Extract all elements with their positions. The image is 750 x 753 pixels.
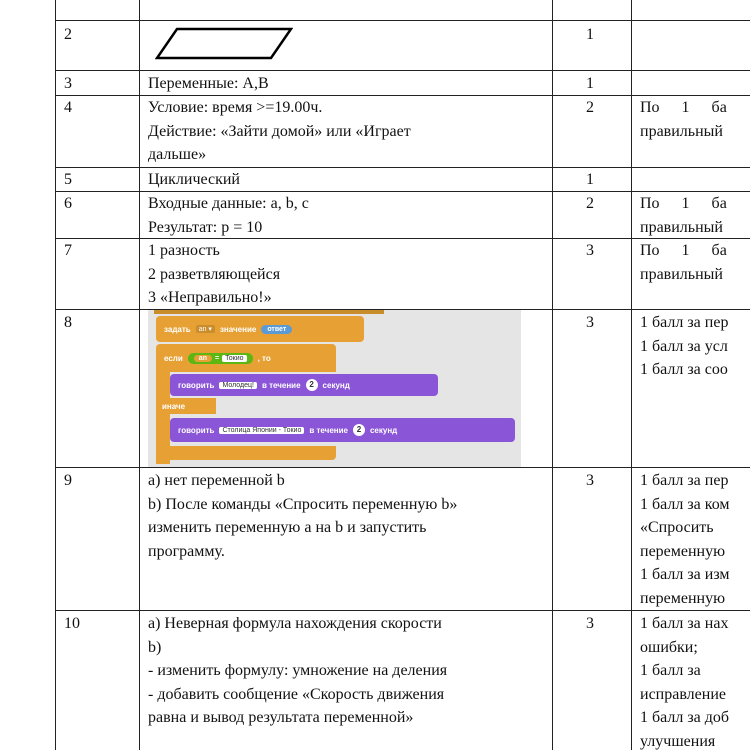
message-input: Столица Японии - Токио [219, 427, 304, 434]
block-label: в течение [262, 381, 301, 390]
content-line: программу. [148, 540, 550, 564]
criteria-line: переменную [640, 587, 750, 611]
row-number: 2 [64, 23, 134, 47]
criteria-line: правильный [640, 120, 750, 144]
block-label: , то [258, 354, 271, 363]
content-line: Циклический [148, 168, 550, 192]
row-number: 10 [64, 612, 134, 636]
value-input: Токио [222, 355, 247, 362]
row-number: 7 [64, 239, 134, 263]
content-line: 1 разность [148, 239, 550, 263]
row-points: 3 [586, 311, 626, 335]
variable-name: an [199, 326, 207, 333]
criteria-line: ошибки; [640, 636, 750, 660]
criteria-line: 1 балл за [640, 659, 750, 683]
set-variable-block [156, 316, 364, 342]
content-line: b) После команды «Спросить переменную b» [148, 493, 550, 517]
row-divider [55, 70, 750, 71]
content-line: дальше» [148, 143, 550, 167]
condition [188, 353, 253, 364]
content-line: 2 разветвляющейся [148, 263, 550, 287]
row-points: 3 [586, 239, 626, 263]
row-criteria [640, 192, 750, 239]
criteria-line: 1 балл за ком [640, 493, 750, 517]
row-points: 3 [586, 469, 626, 493]
say-block [170, 374, 438, 396]
content-line: - изменить формулу: умножение на деления [148, 659, 550, 683]
else-label-bar [156, 398, 216, 414]
block-label: секунд [323, 381, 350, 390]
answer-reporter: ответ [261, 325, 292, 334]
criteria-line: правильный [640, 263, 750, 287]
criteria-line: По 1 ба [640, 96, 750, 120]
content-line: а) Неверная формула нахождения скорости [148, 612, 550, 636]
row-points: 1 [586, 23, 626, 47]
content-line: Действие: «Зайти домой» или «Играет [148, 120, 550, 144]
row-number: 3 [64, 72, 134, 96]
criteria-line: 1 балл за доб [640, 706, 750, 730]
criteria-line: 1 балл за пер [640, 469, 750, 493]
row-content [148, 96, 550, 167]
row-content [148, 168, 550, 192]
row-points: 3 [586, 612, 626, 636]
row-criteria [640, 469, 750, 610]
criteria-line: улучшения [640, 730, 750, 753]
row-points: 2 [586, 192, 626, 216]
row-number: 9 [64, 469, 134, 493]
criteria-line: «Спросить [640, 516, 750, 540]
row-points: 2 [586, 96, 626, 120]
block-label: говорить [178, 426, 214, 435]
col-divider [139, 0, 140, 750]
row-points: 1 [586, 72, 626, 96]
row-divider [55, 610, 750, 611]
row-criteria [640, 311, 750, 382]
block-label: задать [164, 325, 191, 334]
content-line: Условие: время >=19.00ч. [148, 96, 550, 120]
row-number: 5 [64, 168, 134, 192]
row-criteria [640, 96, 750, 143]
if-else-block [156, 344, 336, 372]
criteria-line: правильный [640, 216, 750, 240]
criteria-line: По 1 ба [640, 239, 750, 263]
equals-sign: = [215, 355, 219, 362]
row-content [148, 612, 550, 730]
variable-dropdown: an ▾ [196, 325, 215, 333]
row-points: 1 [586, 168, 626, 192]
row-criteria [640, 239, 750, 286]
content-line: Входные данные: a, b, c [148, 192, 550, 216]
block-label: значение [220, 325, 256, 334]
row-number: 4 [64, 96, 134, 120]
row-number: 8 [64, 311, 134, 335]
col-divider [55, 0, 56, 750]
criteria-line: 1 балл за нах [640, 612, 750, 636]
row-content [148, 192, 550, 239]
content-line: - добавить сообщение «Скорость движения [148, 683, 550, 707]
scratch-code-image [148, 310, 521, 467]
criteria-line: 1 балл за усл [640, 335, 750, 359]
block-label: секунд [370, 426, 397, 435]
content-line: изменить переменную а на b и запустить [148, 516, 550, 540]
say-block [170, 418, 515, 442]
criteria-line: переменную [640, 540, 750, 564]
block-label: в течение [309, 426, 348, 435]
col-divider [552, 0, 553, 750]
block-label: иначе [162, 402, 185, 411]
content-line: b) [148, 636, 550, 660]
block-label: если [164, 354, 183, 363]
parallelogram-shape [155, 27, 293, 61]
block-label: говорить [178, 381, 214, 390]
col-divider [631, 0, 632, 750]
content-line: Переменные: A,B [148, 72, 550, 96]
criteria-line: 1 балл за соо [640, 358, 750, 382]
criteria-line: По 1 ба [640, 192, 750, 216]
criteria-line: 1 балл за пер [640, 311, 750, 335]
criteria-line: 1 балл за изм [640, 563, 750, 587]
seconds-input: 2 [353, 424, 365, 436]
row-divider [55, 20, 750, 21]
row-content [148, 72, 550, 96]
row-criteria [640, 612, 750, 753]
row-content [148, 239, 550, 310]
row-content [148, 469, 550, 563]
content-line: Результат: p = 10 [148, 216, 550, 240]
message-input: Молодец! [219, 382, 256, 389]
variable-reporter: an [194, 355, 212, 362]
seconds-input: 2 [306, 379, 318, 391]
criteria-line: исправление [640, 683, 750, 707]
content-line: 3 «Неправильно!» [148, 286, 550, 310]
content-line: равна и вывод результата переменной» [148, 706, 550, 730]
row-number: 6 [64, 192, 134, 216]
row-divider [55, 467, 750, 468]
content-line: а) нет переменной b [148, 469, 550, 493]
